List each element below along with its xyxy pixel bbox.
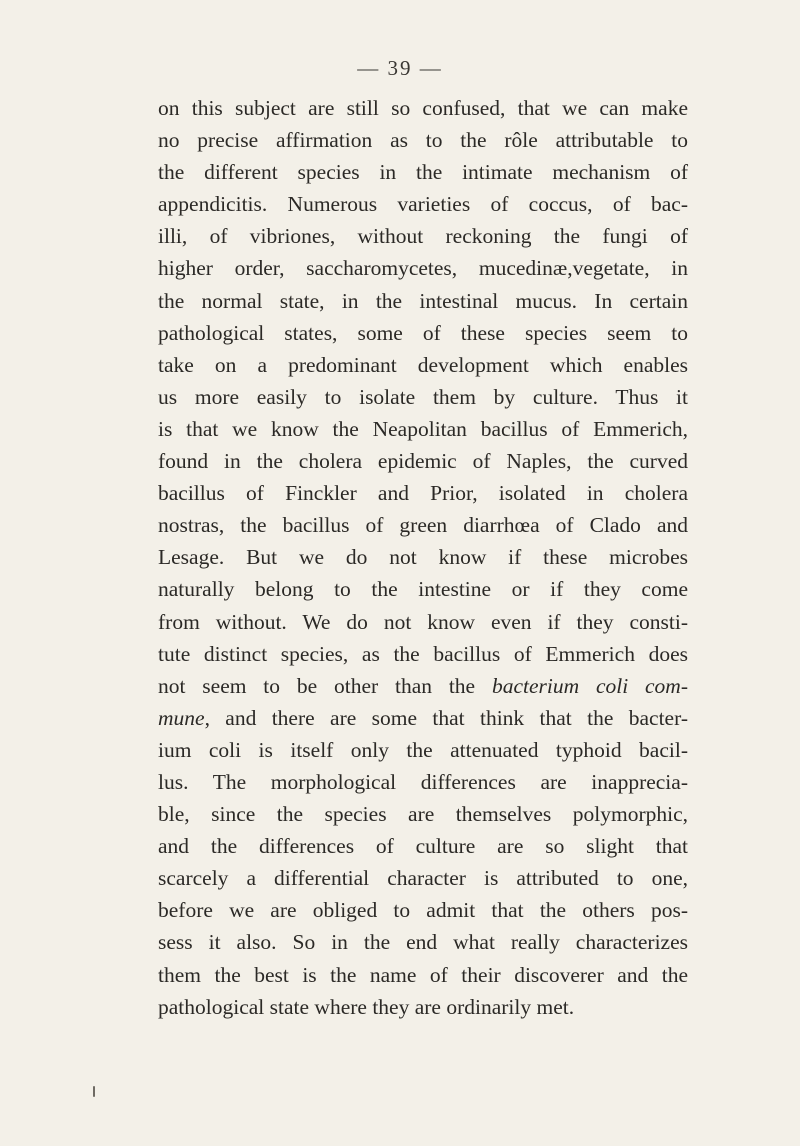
text-line: pathological state where they are ordinarily met. [158,994,575,1019]
text-line: illi, of vibriones, without reckoning the fungi of [158,224,688,249]
text-line: tute distinct species, as the bacillus of Emmerich does [158,641,688,666]
text-line: before we are obliged to admit that the others pos- [158,898,688,923]
text-line [158,702,688,734]
text-line: Lesage. But we do not know if these microbes [158,545,688,570]
text-line [158,670,688,702]
paper-speck [93,1086,95,1097]
italic-term: bacterium coli com- [491,673,688,698]
text-line: lus. The morphological differences are inapprecia- [158,769,688,794]
text-line: from without. We do not know even if they consti- [158,609,688,634]
text-line: nostras, the bacillus of green diarrhœa of Clado and [158,513,688,538]
body-text [158,92,688,1023]
text-run: not seem to be other than the [158,673,492,698]
text-line: take on a predominant development which enables [158,352,688,377]
text-line: scarcely a differential character is attributed to one, [158,866,688,891]
text-line: ium coli is itself only the attenuated typhoid bacil- [158,737,688,762]
text-line: them the best is the name of their discoverer and the [158,962,688,987]
text-line: us more easily to isolate them by culture. Thus it [158,384,688,409]
text-line: bacillus of Finckler and Prior, isolated in cholera [158,481,688,506]
text-line: found in the cholera epidemic of Naples, the curved [158,449,688,474]
text-line: pathological states, some of these species seem to [158,320,688,345]
text-line: ble, since the species are themselves polymorphic, [158,802,688,827]
page-number: — 39 — [357,56,443,80]
text-line: no precise affirmation as to the rôle attributable to [158,128,688,153]
text-run: , and there are some that think that the bacter- [204,705,688,730]
text-line: the normal state, in the intestinal mucus. In certain [158,288,688,313]
text-line: on this subject are still so confused, that we can make [158,96,688,120]
text-line: appendicitis. Numerous varieties of coccus, of bac- [158,192,688,217]
italic-term: mune [158,705,205,730]
text-line: is that we know the Neapolitan bacillus of Emmerich, [158,416,688,441]
text-line: the different species in the intimate mechanism of [158,160,688,185]
text-line: naturally belong to the intestine or if they come [158,577,688,602]
text-line: higher order, saccharomycetes, mucedinæ,vegetate, in [158,256,688,281]
text-line: sess it also. So in the end what really characterizes [158,930,688,955]
text-line: and the differences of culture are so slight that [158,834,688,859]
